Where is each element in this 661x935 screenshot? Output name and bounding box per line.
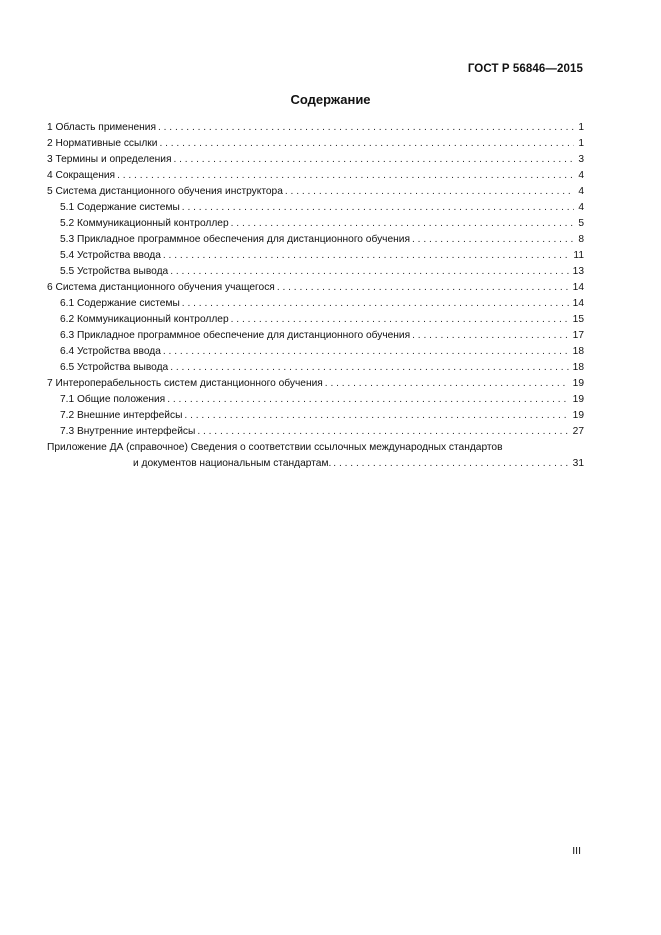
toc-entry-page: 19 — [572, 410, 584, 421]
toc-entry[interactable] — [47, 216, 584, 232]
toc-entry-title: 7.1 Общие положения — [60, 394, 166, 405]
toc-entry-page: 4 — [578, 186, 584, 197]
dot-leader — [158, 120, 574, 136]
toc-entry-page: 27 — [572, 426, 584, 437]
toc-entry-title: 5.1 Содержание системы — [60, 202, 180, 213]
dot-leader — [197, 424, 568, 440]
document-id: ГОСТ Р 56846—2015 — [467, 63, 583, 75]
toc-entry[interactable] — [47, 120, 584, 136]
toc-entry-title: 6.5 Устройства вывода — [60, 362, 169, 373]
toc-annex-line2-row — [47, 456, 584, 472]
toc-entry[interactable] — [47, 328, 584, 344]
toc-entry[interactable] — [47, 152, 584, 168]
toc-entry[interactable] — [47, 376, 584, 392]
toc-entry-page: 13 — [572, 266, 584, 277]
dot-leader — [184, 408, 568, 424]
toc-entry[interactable] — [47, 232, 584, 248]
dot-leader — [285, 184, 574, 200]
toc-entry-title: 5.3 Прикладное программное обеспечения для дистанционного обучения — [60, 234, 410, 245]
toc-entry-page: 18 — [572, 346, 584, 357]
toc-title: Содержание — [290, 92, 371, 107]
toc-annex-line2: и документов национальным стандартам. — [133, 458, 332, 469]
toc-entry-page: 4 — [578, 170, 584, 181]
toc-entry-page: 17 — [572, 330, 584, 341]
toc-entry-title: 3 Термины и определения — [47, 154, 172, 165]
toc-entry[interactable] — [47, 136, 584, 152]
toc-entry-page: 1 — [578, 122, 584, 133]
toc-entry-page: 5 — [578, 218, 584, 229]
toc-entry-title: 5.2 Коммуникационный контроллер — [60, 218, 229, 229]
toc-entry[interactable] — [47, 248, 584, 264]
dot-leader — [333, 456, 568, 472]
toc-entry-title: 6.3 Прикладное программное обеспечение для дистанционного обучения — [60, 330, 411, 341]
toc-entry[interactable] — [47, 264, 584, 280]
page-number: III — [572, 845, 581, 857]
toc-entry[interactable] — [47, 280, 584, 296]
toc-entry-page: 4 — [578, 202, 584, 213]
dot-leader — [182, 296, 569, 312]
toc-entry-page: 1 — [578, 138, 584, 149]
table-of-contents — [47, 120, 584, 472]
toc-entry-title: 5.5 Устройства вывода — [60, 266, 169, 277]
dot-leader — [182, 200, 575, 216]
toc-entry-title: 5.4 Устройства ввода — [60, 250, 161, 261]
toc-entry[interactable] — [47, 184, 584, 200]
toc-entry-page: 3 — [578, 154, 584, 165]
toc-entry-page: 18 — [572, 362, 584, 373]
dot-leader — [277, 280, 569, 296]
toc-entry-title: 7 Интероперабельность систем дистанционного обучения — [47, 378, 323, 389]
dot-leader — [412, 232, 574, 248]
toc-entry-page: 14 — [572, 298, 584, 309]
toc-entry[interactable] — [47, 408, 584, 424]
toc-entry-title: 7.3 Внутренние интерфейсы — [60, 426, 196, 437]
toc-entry-page: 15 — [572, 314, 584, 325]
toc-entry[interactable] — [47, 296, 584, 312]
dot-leader — [167, 392, 568, 408]
dot-leader — [231, 312, 569, 328]
dot-leader — [163, 248, 570, 264]
toc-entry[interactable] — [47, 168, 584, 184]
toc-entry-title: 6.1 Содержание системы — [60, 298, 180, 309]
toc-annex-line1: Приложение ДА (справочное) Сведения о соответствии ссылочных международных стандартов — [47, 442, 503, 453]
toc-annex-page: 31 — [572, 458, 584, 469]
toc-entry[interactable] — [47, 312, 584, 328]
toc-entry-title: 7.2 Внешние интерфейсы — [60, 410, 183, 421]
toc-entry-title: 5 Система дистанционного обучения инструктора — [47, 186, 283, 197]
toc-entry-page: 14 — [572, 282, 584, 293]
toc-entry-page: 11 — [573, 250, 584, 261]
dot-leader — [117, 168, 574, 184]
toc-entry[interactable] — [47, 344, 584, 360]
toc-entry-title: 2 Нормативные ссылки — [47, 138, 158, 149]
dot-leader — [163, 344, 569, 360]
toc-entry-page: 19 — [572, 394, 584, 405]
dot-leader — [325, 376, 569, 392]
toc-entry[interactable] — [47, 200, 584, 216]
toc-entry-page: 8 — [578, 234, 584, 245]
dot-leader — [173, 152, 574, 168]
toc-entry-page: 19 — [572, 378, 584, 389]
toc-entry-title: 1 Область применения — [47, 122, 156, 133]
toc-entry-title: 4 Сокращения — [47, 170, 116, 181]
toc-annex[interactable] — [47, 440, 584, 472]
dot-leader — [170, 360, 568, 376]
toc-entry[interactable] — [47, 392, 584, 408]
dot-leader — [170, 264, 568, 280]
toc-entry[interactable] — [47, 424, 584, 440]
dot-leader — [159, 136, 574, 152]
toc-entry-title: 6.2 Коммуникационный контроллер — [60, 314, 229, 325]
dot-leader — [231, 216, 575, 232]
dot-leader — [412, 328, 569, 344]
toc-entry[interactable] — [47, 360, 584, 376]
toc-entry-title: 6 Система дистанционного обучения учащегося — [47, 282, 275, 293]
toc-entry-title: 6.4 Устройства ввода — [60, 346, 161, 357]
